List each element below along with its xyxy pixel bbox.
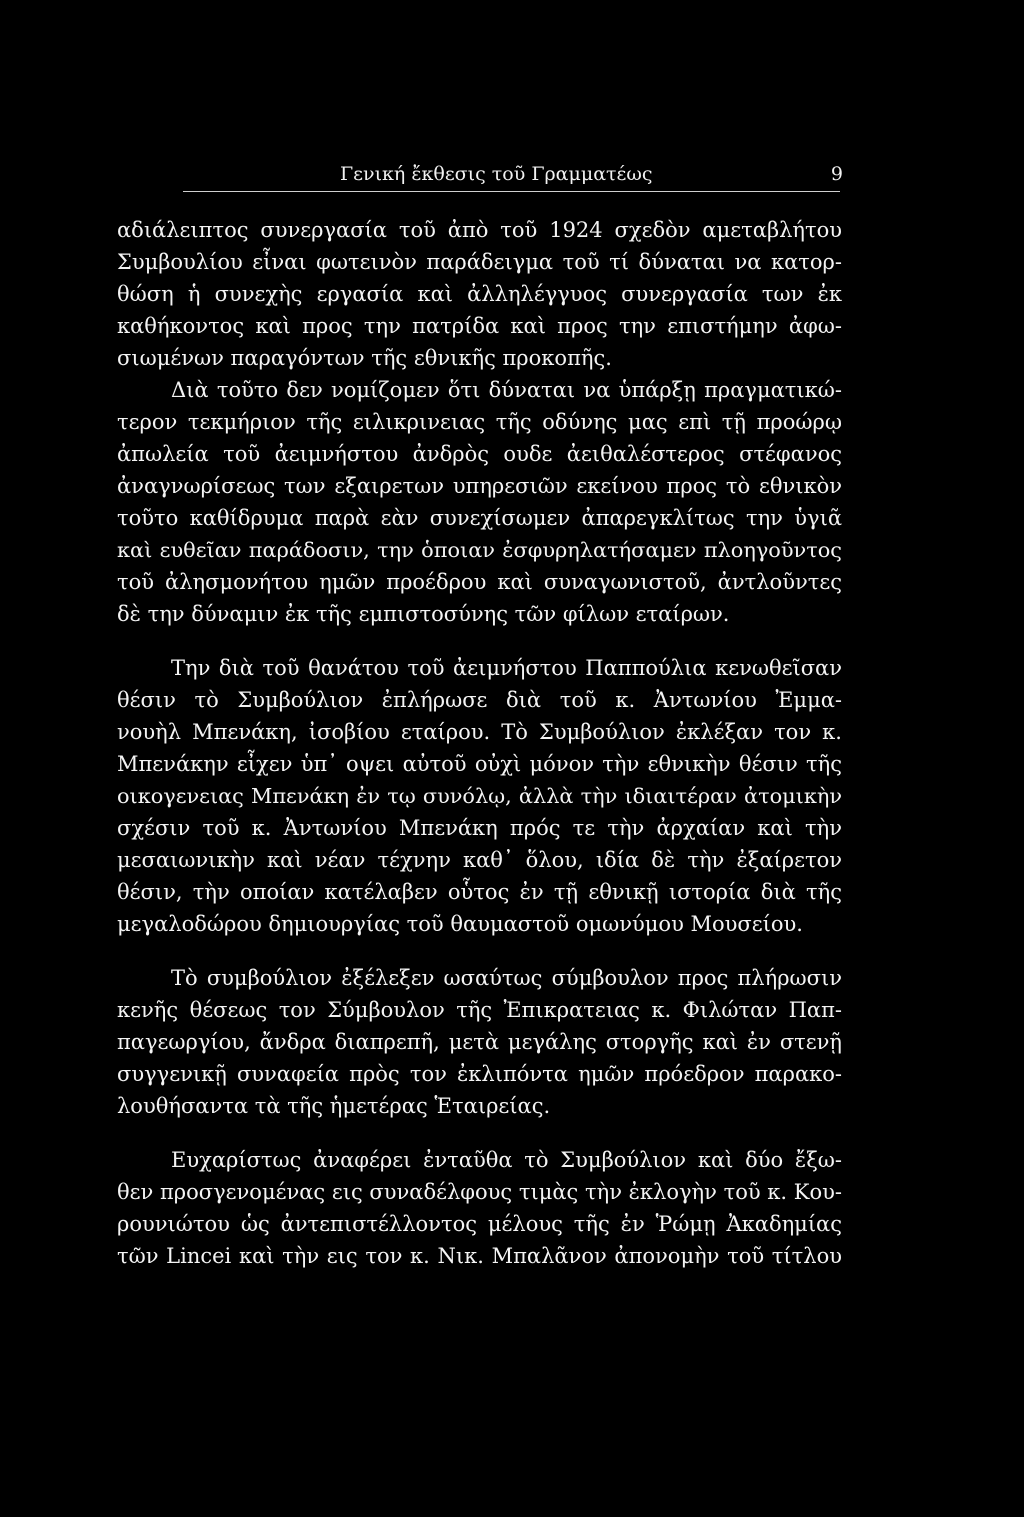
text-line: κενῆς θέσεως τον Σύμβουλον τῆς Ἐπικρατειας κ. Φιλώταν Παπ- [117, 998, 842, 1022]
text-line: Διὰ τοῦτο δεν νομίζομεν ὅτι δύναται να ὑπάρξῃ πραγματικώ- [171, 378, 842, 402]
paragraph [117, 962, 842, 1122]
paragraph [117, 1144, 842, 1272]
text-line: δὲ την δύναμιν ἐκ τῆς εμπιστοσύνης τῶν φίλων εταίρων. [117, 602, 730, 626]
paragraph-gap [117, 940, 842, 962]
text-line: θώση ἡ συνεχὴς εργασία καὶ ἀλληλέγγυος συνεργασία των ἐκ [117, 282, 842, 306]
text-line: καὶ ευθεῖαν παράδοσιν, την ὁποιαν ἐσφυρηλατήσαμεν πλοηγοῦντος [117, 538, 842, 562]
text-line: ἀπωλεία τοῦ ἀειμνήστου ἀνδρὸς ουδε ἀειθαλέστερος στέφανος [117, 442, 842, 466]
text-line: νουὴλ Μπενάκη, ἰσοβίου εταίρου. Τὸ Συμβούλιον ἐκλέξαν τον κ. [117, 720, 842, 744]
text-line: σχέσιν τοῦ κ. Ἀντωνίου Μπενάκη πρός τε τὴν ἀρχαίαν καὶ τὴν [117, 816, 842, 840]
text-line: τοῦ ἀλησμονήτου ημῶν προέδρου καὶ συναγωνιστοῦ, ἀντλοῦντες [117, 570, 842, 594]
text-line: παγεωργίου, ἄνδρα διαπρεπῆ, μετὰ μεγάλης στοργῆς καὶ ἐν στενῇ [117, 1030, 842, 1054]
running-head [180, 163, 843, 193]
text-line: τῶν Lincei καὶ τὴν εις τον κ. Νικ. Μπαλᾶνον ἀπονομὴν τοῦ τίτλου [117, 1244, 842, 1268]
body-text [117, 214, 842, 1272]
text-line: θέσιν, τὴν οποίαν κατέλαβεν οὗτος ἐν τῇ εθνικῇ ιστορία διὰ τῆς [117, 880, 842, 904]
running-head-title: Γενική ἔκθεσις τοῦ Γραμματέως [340, 163, 653, 185]
paragraph-gap [117, 630, 842, 652]
paragraph-gap [117, 1122, 842, 1144]
text-line: ἀναγνωρίσεως των εξαιρετων υπηρεσιῶν εκείνου προς τὸ εθνικὸν [117, 474, 842, 498]
text-line: τοῦτο καθίδρυμα παρὰ εὰν συνεχίσωμεν ἀπαρεγκλίτως την ὑγιᾶ [117, 506, 842, 530]
text-line: Ευχαρίστως ἀναφέρει ἐνταῦθα τὸ Συμβούλιον καὶ δύο ἔξω- [171, 1148, 842, 1172]
paragraph [117, 214, 842, 374]
text-line: θέσιν τὸ Συμβούλιον ἐπλήρωσε διὰ τοῦ κ. Ἀντωνίου Ἐμμα- [117, 688, 842, 712]
text-line: μεγαλοδώρου δημιουργίας τοῦ θαυμαστοῦ ομωνύμου Μουσείου. [117, 912, 803, 936]
paragraph [117, 652, 842, 940]
text-line: σιωμένων παραγόντων τῆς εθνικῆς προκοπῆς. [117, 346, 612, 370]
text-line: αδιάλειπτος συνεργασία τοῦ ἀπὸ τοῦ 1924 σχεδὸν αμεταβλήτου [117, 218, 842, 242]
text-line: Την διὰ τοῦ θανάτου τοῦ ἀειμνήστου Παππούλια κενωθεῖσαν [171, 656, 842, 680]
text-line: Τὸ συμβούλιον ἐξέλεξεν ωσαύτως σύμβουλον προς πλήρωσιν [171, 966, 842, 990]
text-line: μεσαιωνικὴν καὶ νέαν τέχνην καθ᾽ ὅλου, ιδία δὲ τὴν ἐξαίρετον [117, 848, 842, 872]
page-number: 9 [830, 163, 843, 185]
text-line: λουθήσαντα τὰ τῆς ἡμετέρας Ἑταιρείας. [117, 1094, 551, 1118]
text-line: συγγενικῇ συναφεία πρὸς τον ἐκλιπόντα ημῶν πρόεδρον παρακο- [117, 1062, 842, 1086]
text-line: τερον τεκμήριον τῆς ειλικρινειας τῆς οδύνης μας επὶ τῇ προώρῳ [117, 410, 842, 434]
text-line: Μπενάκην εἶχεν ὑπ᾽ οψει αὐτοῦ οὐχὶ μόνον τὴν εθνικὴν θέσιν τῆς [117, 752, 842, 776]
paragraph [117, 374, 842, 630]
text-line: καθήκοντος καὶ προς την πατρίδα καὶ προς την επιστήμην ἀφω- [117, 314, 842, 338]
text-line: οικογενειας Μπενάκη ἐν τῳ συνόλῳ, ἀλλὰ τὴν ιδιαιτέραν ἀτομικὴν [117, 784, 842, 808]
text-line: Συμβουλίου εἶναι φωτεινὸν παράδειγμα τοῦ τί δύναται να κατορ- [117, 250, 842, 274]
header-rule [183, 191, 840, 192]
text-line: ρουνιώτου ὡς ἀντεπιστέλλοντος μέλους τῆς ἐν Ῥώμῃ Ἀκαδημίας [117, 1212, 842, 1236]
text-line: θεν προσγενομένας εις συναδέλφους τιμὰς τὴν ἐκλογὴν τοῦ κ. Κου- [117, 1180, 842, 1204]
